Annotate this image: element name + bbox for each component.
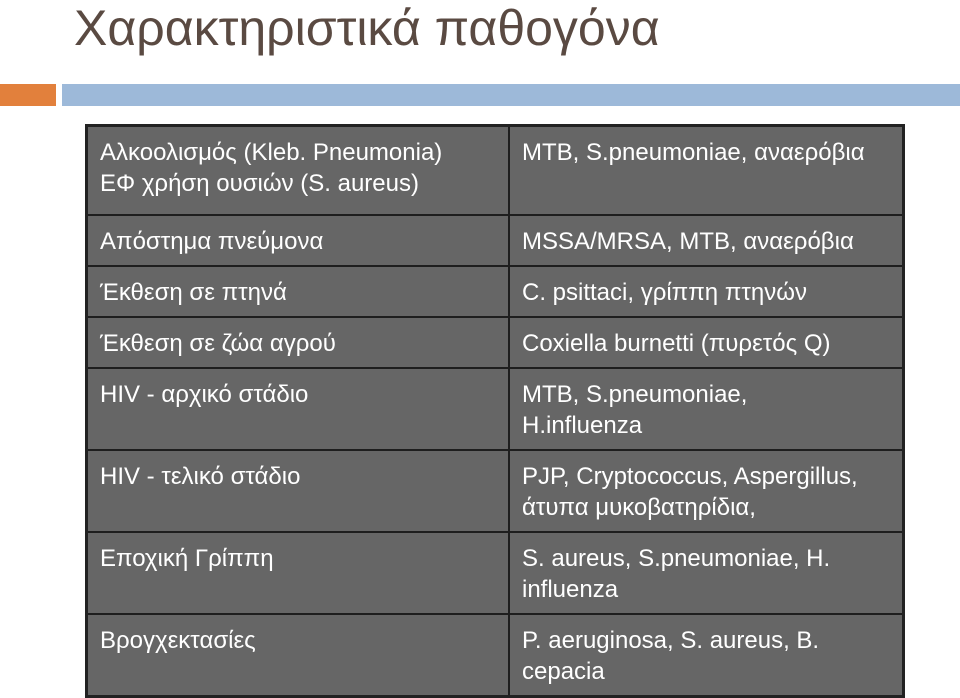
risk-factor-cell	[87, 317, 510, 368]
pathogen-cell	[509, 126, 904, 216]
cell-line: MTB, S.pneumoniae,	[522, 381, 748, 408]
table-row	[87, 126, 904, 216]
cell-line: S. aureus, S.pneumoniae, H.	[522, 545, 831, 572]
pathogen-cell	[509, 317, 904, 368]
cell-line: cepacia	[522, 658, 605, 685]
pathogen-cell	[509, 532, 904, 614]
pathogen-cell	[509, 614, 904, 697]
cell-line: Εποχική Γρίππη	[100, 545, 274, 572]
pathogens-table	[85, 124, 905, 698]
table-row	[87, 266, 904, 317]
risk-factor-cell	[87, 450, 510, 532]
table-row	[87, 614, 904, 697]
risk-factor-cell	[87, 126, 510, 216]
cell-line: άτυπα μυκοβατηρίδια,	[522, 494, 756, 521]
pathogen-cell	[509, 450, 904, 532]
page-title: Χαρακτηριστικά παθογόνα	[74, 0, 660, 56]
risk-factor-cell	[87, 215, 510, 266]
pathogen-cell	[509, 368, 904, 450]
risk-factor-cell	[87, 614, 510, 697]
risk-factor-cell	[87, 368, 510, 450]
risk-factor-cell	[87, 266, 510, 317]
cell-line: Coxiella burnetti (πυρετός Q)	[522, 330, 831, 357]
cell-line: HIV - αρχικό στάδιο	[100, 381, 309, 408]
cell-line: MTB, S.pneumoniae, αναερόβια	[522, 139, 865, 166]
table-row	[87, 317, 904, 368]
cell-line: Απόστημα πνεύμονα	[100, 228, 324, 255]
risk-factor-cell	[87, 532, 510, 614]
pathogen-cell	[509, 215, 904, 266]
cell-line: C. psittaci, γρίππη πτηνών	[522, 279, 807, 306]
cell-line: Βρογχεκτασίες	[100, 627, 256, 654]
cell-line: P. aeruginosa, S. aureus, B.	[522, 627, 820, 654]
cell-line: MSSA/MRSA, MTB, αναερόβια	[522, 228, 854, 255]
table-row	[87, 215, 904, 266]
cell-line: Αλκοολισμός (Kleb. Pneumonia)	[100, 139, 443, 166]
cell-line: HIV - τελικό στάδιο	[100, 463, 301, 490]
cell-line: Έκθεση σε πτηνά	[100, 279, 287, 306]
table-row	[87, 532, 904, 614]
table-row	[87, 450, 904, 532]
pathogen-cell	[509, 266, 904, 317]
accent-bar-orange	[0, 84, 56, 106]
cell-line: Έκθεση σε ζώα αγρού	[100, 330, 336, 357]
table-row	[87, 368, 904, 450]
cell-line: H.influenza	[522, 412, 643, 439]
cell-line: influenza	[522, 576, 619, 603]
accent-bar-blue	[62, 84, 960, 106]
cell-line: ΕΦ χρήση ουσιών (S. aureus)	[100, 170, 419, 197]
cell-line: PJP, Cryptococcus, Aspergillus,	[522, 463, 858, 490]
